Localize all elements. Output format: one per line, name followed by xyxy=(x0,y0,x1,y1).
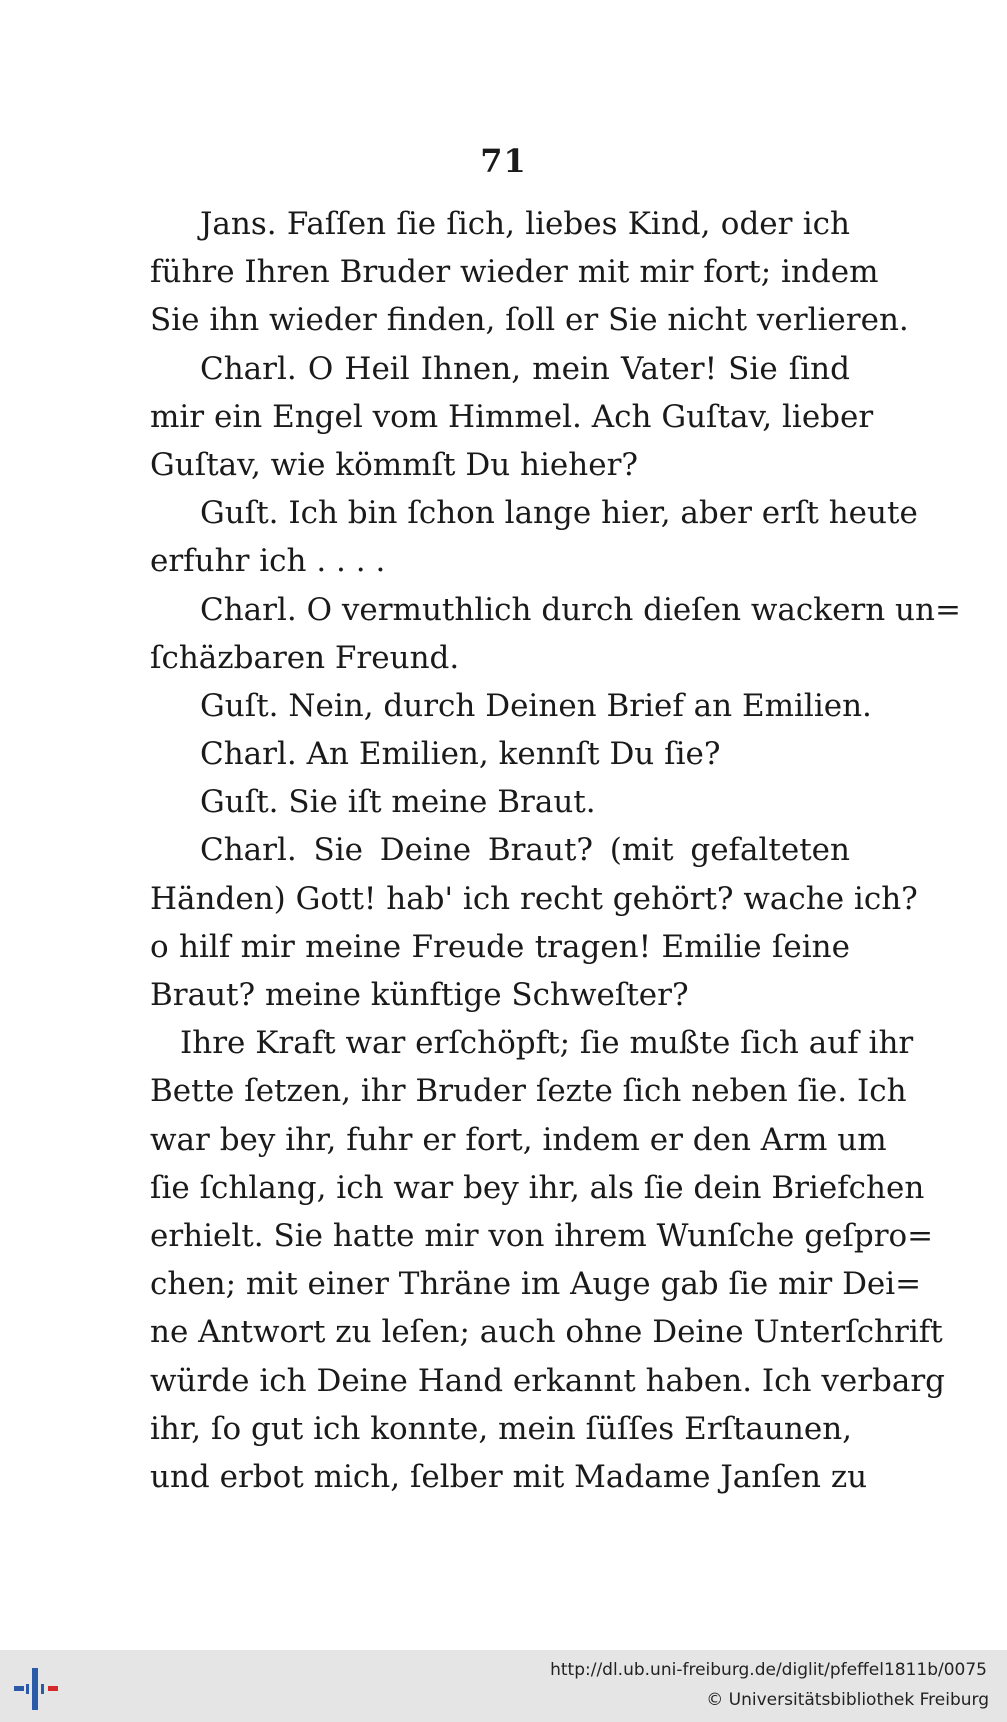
text-line: Bette ſetzen, ihr Bruder ſezte ſich neben ſie. Ich xyxy=(150,1073,907,1110)
text-line: o hilf mir meine Freude tragen! Emilie ſeine xyxy=(150,928,850,965)
text-line: chen; mit einer Thräne im Auge gab ſie mir Dei= xyxy=(150,1266,922,1303)
copyright-text: © Universitätsbibliothek Freiburg xyxy=(706,1690,989,1710)
text-line: ſchäzbaren Freund. xyxy=(150,639,460,676)
text-line: Charl. O Heil Ihnen, mein Vater! Sie ſind xyxy=(200,350,850,387)
ub-freiburg-logo-icon xyxy=(8,1666,62,1712)
footer-bar xyxy=(0,1650,1007,1722)
text-line: führe Ihren Bruder wieder mit mir fort; indem xyxy=(150,254,879,291)
text-line: Guſt. Nein, durch Deinen Brief an Emilien. xyxy=(200,687,872,724)
page-text xyxy=(150,200,961,1501)
text-line: Händen) Gott! hab' ich recht gehört? wache ich? xyxy=(150,880,918,917)
text-line: Ihre Kraft war erſchöpft; ſie mußte ſich auf ihr xyxy=(180,1025,914,1062)
text-line: mir ein Engel vom Himmel. Ach Guſtav, lieber xyxy=(150,398,874,435)
text-line: ne Antwort zu leſen; auch ohne Deine Unterſchrift xyxy=(150,1314,943,1351)
text-line: Guſt. Sie iſt meine Braut. xyxy=(200,784,596,821)
page-number: 71 xyxy=(480,142,527,180)
text-line: Charl. Sie Deine Braut? (mit gefalteten xyxy=(200,832,850,869)
text-line: erhielt. Sie hatte mir von ihrem Wunſche geſpro= xyxy=(150,1217,934,1254)
text-line: Jans. Faſſen ſie ſich, liebes Kind, oder ich xyxy=(200,206,850,242)
text-line: Guſtav, wie kömmſt Du hieher? xyxy=(150,446,639,483)
text-line: würde ich Deine Hand erkannt haben. Ich verbarg xyxy=(150,1362,945,1399)
text-line: ihr, ſo gut ich konnte, mein ſüſſes Erſtaunen, xyxy=(150,1410,853,1447)
text-line: Charl. O vermuthlich durch dieſen wackern un= xyxy=(200,591,961,628)
text-line: ſie ſchlang, ich war bey ihr, als ſie dein Briefchen xyxy=(150,1169,925,1206)
text-line: und erbot mich, ſelber mit Madame Janſen zu xyxy=(150,1458,868,1495)
permalink-url[interactable]: http://dl.ub.uni-freiburg.de/diglit/pfeffel1811b/0075 xyxy=(550,1660,987,1680)
text-line: war bey ihr, fuhr er fort, indem er den Arm um xyxy=(150,1121,887,1158)
text-line: Guſt. Ich bin ſchon lange hier, aber erſt heute xyxy=(200,495,918,532)
text-line: erfuhr ich . . . . xyxy=(150,543,386,580)
text-line: Braut? meine künftige Schweſter? xyxy=(150,977,689,1013)
text-line: Charl. An Emilien, kennſt Du ſie? xyxy=(200,736,721,773)
text-line: Sie ihn wieder finden, ſoll er Sie nicht verlieren. xyxy=(150,302,909,339)
